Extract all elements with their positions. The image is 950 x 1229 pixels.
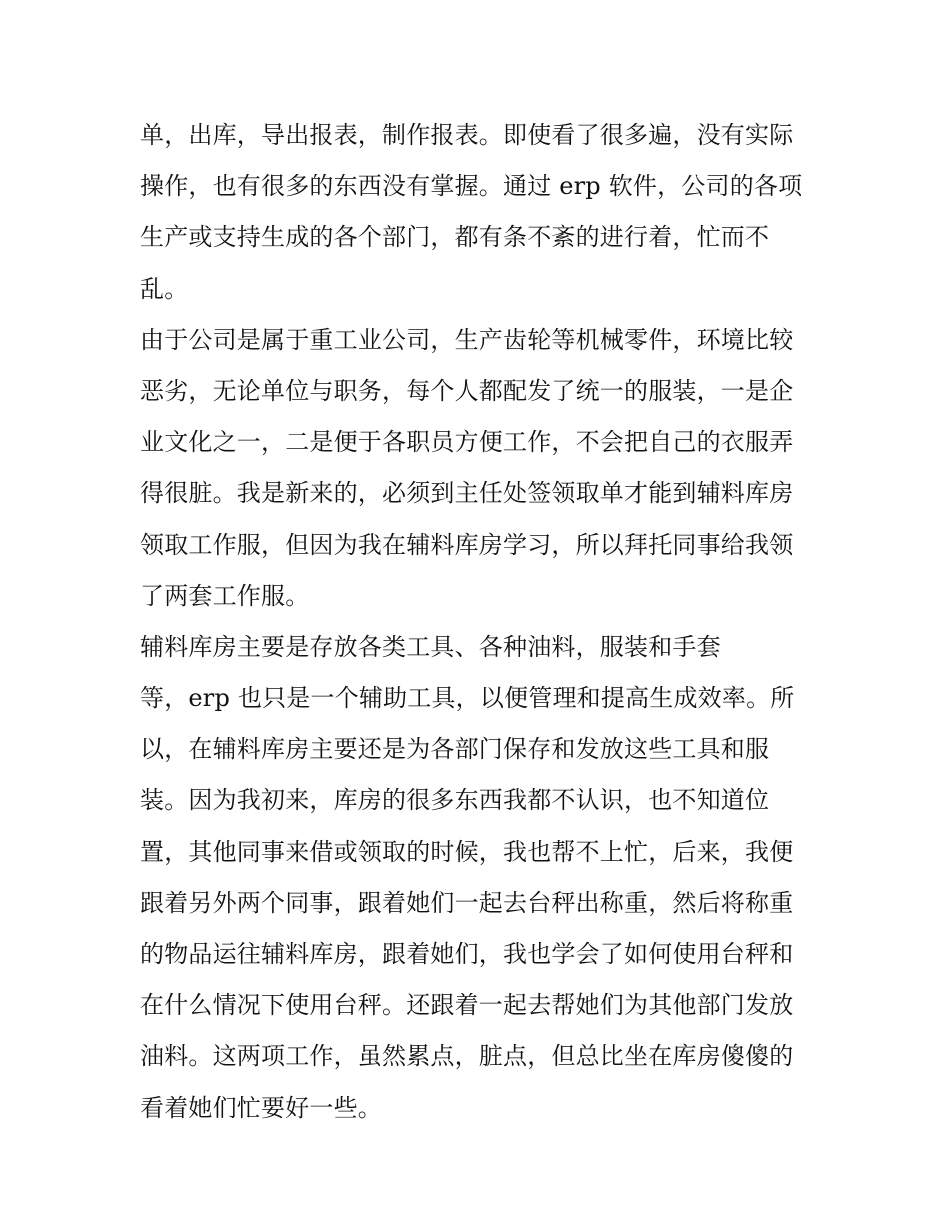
- text-line: 置，其他同事来借或领取的时候，我也帮不上忙，后来，我便: [140, 837, 794, 866]
- paragraph-3: [140, 622, 820, 1134]
- text-line: 以，在辅料库房主要还是为各部门保存和发放这些工具和服: [140, 735, 770, 764]
- text-line: 跟着另外两个同事，跟着她们一起去台秤出称重，然后将称重: [140, 888, 794, 917]
- text-line: 辅料库房主要是存放各类工具、各种油料，服装和手套: [140, 632, 721, 661]
- text-line: 装。因为我初来，库房的很多东西我都不认识，也不知道位: [140, 786, 770, 815]
- text-line: 在什么情况下使用台秤。还跟着一起去帮她们为其他部门发放: [140, 991, 794, 1020]
- text-line: 单，出库，导出报表，制作报表。即使看了很多遍，没有实际: [140, 121, 794, 149]
- text-line: 了两套工作服。: [140, 581, 310, 610]
- text-line: 生产或支持生成的各个部门，都有条不紊的进行着，忙而不: [140, 223, 770, 252]
- text-line: 乱。: [140, 274, 189, 303]
- document-body: [140, 110, 820, 1134]
- paragraph-1: [140, 110, 820, 315]
- text-line: 的物品运往辅料库房，跟着她们，我也学会了如何使用台秤和: [140, 940, 794, 968]
- text-line: 油料。这两项工作，虽然累点，脏点，但总比坐在库房傻傻的: [140, 1042, 794, 1071]
- text-line: 看着她们忙要好一些。: [140, 1093, 382, 1122]
- text-line: 操作，也有很多的东西没有掌握。通过 erp 软件，公司的各项: [140, 172, 803, 201]
- paragraph-2: [140, 315, 820, 622]
- text-line: 得很脏。我是新来的，必须到主任处签领取单才能到辅料库房: [140, 479, 794, 508]
- text-line: 业文化之一，二是便于各职员方便工作，不会把自己的衣服弄: [140, 428, 794, 457]
- text-line: 恶劣，无论单位与职务，每个人都配发了统一的服装，一是企: [140, 376, 794, 405]
- text-line: 等，erp 也只是一个辅助工具，以便管理和提高生成效率。所: [140, 684, 795, 713]
- text-line: 由于公司是属于重工业公司，生产齿轮等机械零件，环境比较: [140, 325, 794, 354]
- text-line: 领取工作服，但因为我在辅料库房学习，所以拜托同事给我领: [140, 530, 794, 559]
